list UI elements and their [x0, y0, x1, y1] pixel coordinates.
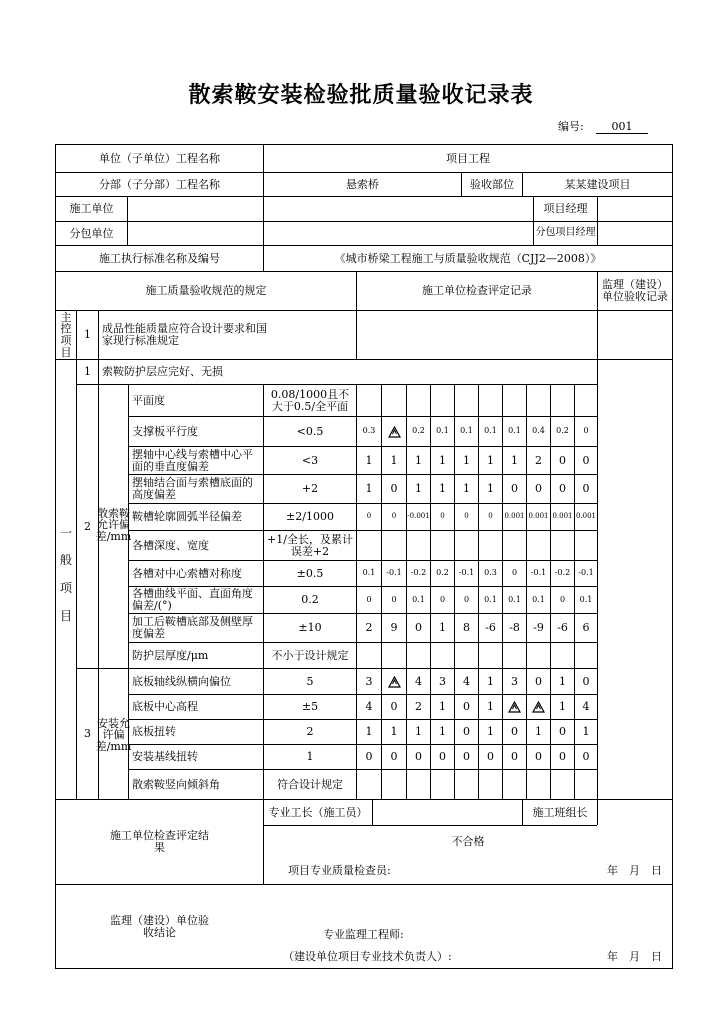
measured-value: 4 [463, 674, 470, 688]
measured-value: 0.3 [484, 568, 497, 578]
measured-value: 1 [390, 725, 398, 739]
measured-value: 0 [415, 750, 422, 764]
measured-value: 0 [391, 512, 397, 521]
measured-value: 3 [365, 674, 373, 688]
doc-number-label: 编号: [558, 120, 584, 133]
item-name: 摆轴中心线与索槽中心平面的垂直度偏差 [132, 447, 253, 473]
measured-value: 0 [559, 750, 566, 764]
measured-value: 1 [439, 482, 446, 496]
measured-value: 1 [487, 482, 494, 496]
item-name: 支撑板平行度 [132, 424, 198, 438]
item-spec: 5 [306, 674, 314, 688]
measured-value: 0 [511, 568, 518, 578]
measured-value: 0 [366, 594, 372, 604]
quality-inspector-label: 项目专业质量检查员: [288, 864, 391, 878]
item-spec: ±0.5 [296, 566, 324, 580]
measured-value: 0 [582, 674, 590, 688]
measured-value: -0.1 [458, 568, 475, 578]
measured-value: 1 [487, 700, 494, 714]
measured-value: 1 [463, 482, 470, 496]
item-spec: 符合设计规定 [277, 777, 343, 791]
general-item1-number: 1 [84, 365, 91, 379]
measured-value: 0 [582, 453, 590, 467]
measured-value: -0.2 [554, 568, 571, 578]
acceptance-part-label: 验收部位 [470, 177, 514, 191]
warning-triangle-icon [532, 701, 545, 713]
measured-value: 1 [365, 453, 373, 467]
measured-value: 1 [463, 453, 470, 467]
item-spec: ±5 [301, 700, 319, 714]
acceptance-part-value: 某某建设项目 [564, 177, 631, 191]
measured-value: 0.001 [528, 512, 549, 521]
item-name: 防护层厚度/μm [132, 648, 209, 662]
measured-value [503, 695, 526, 719]
item-spec: <3 [301, 453, 319, 467]
measured-value: -9 [533, 621, 544, 635]
measured-value: 0 [559, 453, 566, 467]
measured-value: 1 [415, 482, 422, 496]
warning-triangle-icon [508, 701, 521, 713]
measured-value: 0.001 [552, 512, 573, 521]
measured-value: 1 [415, 725, 422, 739]
measured-value: -6 [557, 621, 568, 635]
measured-value: 1 [439, 700, 446, 714]
measured-value: 0 [439, 594, 446, 604]
measured-value: 0 [463, 725, 470, 739]
measured-value: 0.1 [436, 426, 449, 436]
measured-value: 0.1 [508, 594, 521, 604]
measured-value: 0 [439, 750, 446, 764]
measured-value: 0 [390, 750, 398, 764]
measured-value [527, 695, 550, 719]
measured-value: 3 [439, 674, 446, 688]
group2-number: 2 [84, 519, 91, 533]
measured-value: 1 [365, 482, 373, 496]
measured-value: 4 [415, 674, 422, 688]
measured-value: 0.4 [532, 426, 545, 436]
measured-value: 1 [439, 621, 446, 635]
warning-triangle-icon [388, 426, 401, 438]
item-name: 散索鞍竖向倾斜角 [132, 777, 220, 791]
contractor-eval-date: 年 月 日 [607, 864, 662, 878]
measured-value: 0 [391, 594, 397, 604]
measured-value: 0 [511, 725, 518, 739]
measured-value: 0 [365, 750, 373, 764]
subcontractor-label: 分包单位 [69, 226, 114, 240]
measured-value: 1 [559, 700, 566, 714]
measured-value: 1 [487, 453, 494, 467]
item-spec: +2 [301, 482, 319, 496]
standard-label: 施工执行标准名称及编号 [99, 251, 220, 265]
measured-value: -0.2 [410, 568, 427, 578]
measured-value: 0 [463, 700, 470, 714]
item-name: 各槽对中心索槽对称度 [132, 566, 242, 580]
item-spec: +1/全长，及累计误差+2 [267, 532, 353, 558]
measured-value: 0.1 [532, 594, 545, 604]
measured-value: 1 [439, 725, 446, 739]
spec-column-header: 施工质量验收规范的规定 [145, 284, 267, 298]
measured-value: 0 [559, 482, 566, 496]
supervisor-eval-date: 年 月 日 [607, 950, 662, 964]
measured-value: 0 [583, 426, 589, 436]
item-spec: <0.5 [296, 424, 324, 438]
measured-value: 0.1 [508, 426, 521, 436]
measured-value: 4 [582, 700, 590, 714]
owner-rep-label: （建设单位项目专业技术负责人）: [283, 950, 452, 964]
group3-label: 安装允许偏差/mm [95, 716, 132, 753]
measured-value: 0.001 [504, 512, 525, 521]
measured-value: 0 [582, 750, 590, 764]
main-item-text: 成品性能质量应符合设计要求和国家现行标准规定 [102, 322, 267, 347]
measured-value: 0 [559, 725, 566, 739]
measured-value: 0 [511, 482, 518, 496]
team-leader-label: 施工班组长 [532, 805, 588, 819]
measured-value: -0.001 [407, 512, 430, 521]
sub-project-value: 悬索桥 [346, 177, 379, 191]
measured-value: 4 [365, 700, 373, 714]
unit-name-value: 项目工程 [446, 151, 490, 165]
doc-number-value: 001 [596, 120, 648, 134]
measured-value: 2 [535, 453, 542, 467]
measured-value: 1 [559, 674, 566, 688]
general-items-label: 一般项目 [60, 525, 73, 623]
measured-value: 1 [439, 453, 446, 467]
item-name: 安装基线扭转 [132, 750, 198, 764]
measured-value: 6 [582, 621, 590, 635]
measured-value: -0.1 [386, 568, 402, 578]
measured-value: 0 [511, 750, 518, 764]
measured-value: 0.1 [460, 426, 473, 436]
group2-label: 散索鞍允许偏差/mm [95, 506, 132, 543]
item-name: 各槽深度、宽度 [132, 538, 209, 552]
measured-value: -0.1 [530, 568, 547, 578]
contractor-label: 施工单位 [69, 202, 114, 216]
measured-value: 8 [463, 621, 470, 635]
measured-value: 0.2 [436, 568, 449, 578]
item-spec: 0.2 [301, 593, 319, 607]
measured-value: 0 [415, 621, 422, 635]
measured-value: 1 [390, 453, 398, 467]
measured-value: 0 [582, 482, 590, 496]
item-name: 摆轴结合面与索槽底面的高度偏差 [132, 476, 253, 501]
main-items-label: 主控项目 [60, 310, 72, 359]
measured-value: 0 [535, 482, 542, 496]
sub-project-manager-label: 分包项目经理 [535, 227, 596, 239]
item-name: 加工后鞍槽底部及侧壁厚度偏差 [132, 615, 253, 640]
measured-value: 1 [582, 725, 590, 739]
main-item-number: 1 [84, 328, 91, 342]
item-name: 底板扭转 [132, 725, 176, 739]
measured-value: 1 [487, 674, 494, 688]
measured-value: 0.1 [412, 594, 425, 604]
item-name: 底板轴线纵横向偏位 [132, 674, 231, 688]
measured-value: -6 [485, 621, 496, 635]
measured-value: 2 [415, 700, 422, 714]
measured-value: 9 [390, 621, 398, 635]
item-spec: 2 [306, 725, 314, 739]
measured-value: 0 [440, 512, 445, 521]
measured-value: 0 [487, 750, 494, 764]
item-spec: 1 [306, 750, 314, 764]
item-spec: ±2/1000 [286, 510, 334, 524]
measured-value: 1 [487, 725, 494, 739]
measured-value: 0.2 [556, 426, 569, 436]
measured-value: 0 [390, 700, 398, 714]
measured-value: 1 [511, 453, 518, 467]
measured-value: 0 [488, 512, 493, 521]
measured-value: 0 [463, 594, 470, 604]
measured-value: 1 [365, 725, 373, 739]
item-name: 平面度 [132, 393, 165, 407]
measured-value: 2 [365, 621, 373, 635]
measured-value: 0 [463, 750, 470, 764]
item-spec: 不小于设计规定 [271, 648, 349, 662]
unit-name-label: 单位（子单位）工程名称 [99, 151, 220, 165]
item-spec: ±10 [298, 621, 322, 635]
measured-value: 0 [366, 512, 372, 521]
measured-value: 0.1 [362, 568, 376, 578]
sub-project-label: 分部（子分部）工程名称 [99, 177, 220, 191]
item-spec: 0.08/1000且不大于0.5/全平面 [270, 387, 350, 413]
supervisor-eval-label: 监理（建设）单位验收结论 [110, 913, 209, 939]
item-name: 鞍槽轮廓圆弧半径偏差 [132, 510, 242, 524]
measured-value [382, 417, 406, 446]
item-name: 底板中心高程 [132, 700, 198, 714]
measured-value: 0 [535, 750, 542, 764]
contractor-eval-label: 施工单位检查评定结果 [110, 829, 209, 854]
measured-value: 3 [511, 674, 518, 688]
group3-number: 3 [84, 727, 91, 741]
general-item1-text: 索鞍防护层应完好、无损 [102, 365, 223, 379]
warning-triangle-icon [388, 676, 401, 688]
measured-value: 0 [464, 512, 469, 521]
page-title: 散索鞍安装检验批质量验收记录表 [188, 82, 534, 108]
measured-value: 0.1 [484, 594, 497, 604]
measured-value: 0.2 [412, 426, 425, 436]
measured-value: 1 [415, 453, 422, 467]
project-manager-label: 项目经理 [543, 202, 588, 216]
item-name: 各槽曲线平面、直面角度偏差/(°) [132, 587, 253, 612]
measured-value: -0.1 [578, 568, 594, 578]
measured-value: 0 [535, 674, 542, 688]
measured-value: 0 [390, 482, 398, 496]
measured-value: 0.1 [484, 426, 497, 436]
foreman-label: 专业工长（施工员） [268, 805, 368, 819]
measured-value: 0.001 [575, 512, 597, 521]
measured-value: 0 [559, 594, 566, 604]
measured-value: 0.1 [579, 594, 593, 604]
measured-value: 1 [535, 725, 542, 739]
contractor-eval-result: 不合格 [451, 835, 485, 849]
measured-value: 0.3 [362, 426, 376, 436]
supervisor-column-header: 监理（建设）单位验收记录 [602, 278, 668, 303]
standard-value: 《城市桥梁工程施工与质量验收规范（CJJ2—2008）》 [334, 251, 602, 265]
measured-value: -8 [509, 621, 520, 635]
measured-value [382, 669, 406, 694]
supervisor-engineer-label: 专业监理工程师: [323, 928, 404, 942]
check-column-header: 施工单位检查评定记录 [422, 284, 532, 298]
